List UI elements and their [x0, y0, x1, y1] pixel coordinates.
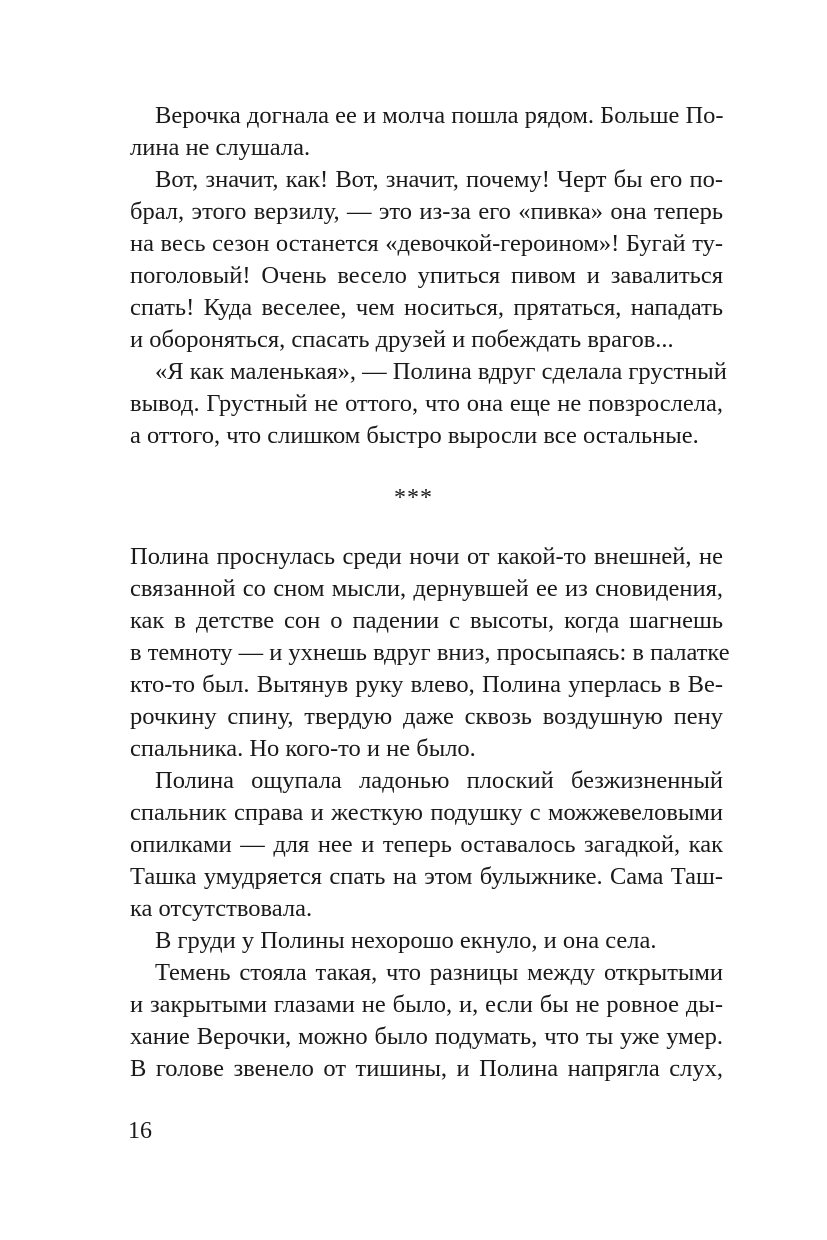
text-line: Вот, значит, как! Вот, значит, почему! Черт бы его по- — [155, 166, 723, 193]
text-line: поголовый! Очень весело упиться пивом и завалиться — [130, 262, 723, 289]
text-line: Темень стояла такая, что разницы между открытыми — [155, 959, 723, 986]
text-line: «Я как маленькая», — Полина вдруг сделала грустный — [155, 358, 727, 385]
text-line: В груди у Полины нехорошо екнуло, и она села. — [155, 927, 657, 954]
text-line: Ташка умудряется спать на этом булыжнике. Сама Таш- — [130, 863, 723, 890]
text-line: спальник справа и жесткую подушку с можжевеловыми — [130, 799, 723, 826]
text-line: Верочка догнала ее и молча пошла рядом. Больше По- — [155, 102, 724, 129]
text-line: хание Верочки, можно было подумать, что ты уже умер. — [130, 1023, 723, 1050]
text-line: вывод. Грустный не оттого, что она еще не повзрослела, — [130, 390, 723, 417]
text-line: Полина ощупала ладонью плоский безжизненный — [155, 767, 723, 794]
text-line: и обороняться, спасать друзей и побеждать врагов... — [130, 326, 674, 353]
text-line: брал, этого верзилу, — это из-за его «пивка» она теперь — [130, 198, 723, 225]
text-line: кто-то был. Вытянув руку влево, Полина уперлась в Ве- — [130, 671, 723, 698]
text-line: как в детстве сон о падении с высоты, когда шагнешь — [130, 607, 723, 634]
text-line: на весь сезон останется «девочкой-героином»! Бугай ту- — [130, 230, 723, 257]
text-line: рочкину спину, твердую даже сквозь воздушную пену — [130, 703, 723, 730]
text-line: ка отсутствовала. — [130, 895, 313, 922]
section-separator: *** — [394, 485, 433, 511]
text-line: опилками — для нее и теперь оставалось загадкой, как — [130, 831, 723, 858]
text-line: спать! Куда веселее, чем носиться, прятаться, нападать — [130, 294, 723, 321]
text-line: связанной со сном мысли, дернувшей ее из сновидения, — [130, 575, 723, 602]
text-line: в темноту — и ухнешь вдруг вниз, просыпаясь: в палатке — [130, 639, 730, 666]
text-line: лина не слушала. — [130, 134, 311, 161]
text-line: Полина проснулась среди ночи от какой-то внешней, не — [130, 543, 723, 570]
text-line: а оттого, что слишком быстро выросли все остальные. — [130, 422, 699, 449]
text-line: и закрытыми глазами не было, и, если бы не ровное ды- — [130, 991, 723, 1018]
page-number: 16 — [128, 1118, 152, 1144]
text-line: В голове звенело от тишины, и Полина напрягла слух, — [130, 1055, 723, 1082]
text-line: спальника. Но кого-то и не было. — [130, 735, 476, 762]
